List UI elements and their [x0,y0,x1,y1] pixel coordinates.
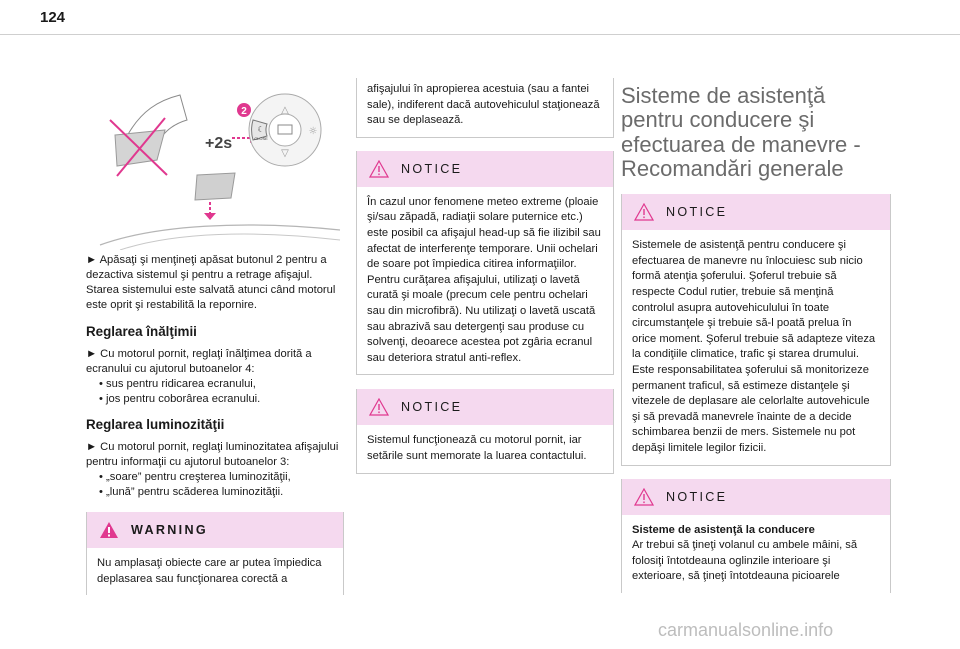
warning-continuation-text: afişajului în apropierea acestuia (sau a fantei sale), indiferent dacă autovehiculul staţionează sau se deplasează. [367,83,600,127]
notice-triangle-icon [369,160,389,178]
moon-icon: ☾ [257,125,265,134]
notice-header [357,151,613,187]
column-3 [621,84,891,593]
notice-triangle-icon [369,398,389,416]
notice-box [621,479,891,593]
list-item: • sus pentru ridicarea ecranului, [99,378,256,390]
column-1 [86,253,344,595]
list-item: • „lună” pentru scăderea luminozităţii. [99,486,284,498]
warning-box [86,512,344,595]
notice-label: NOTICE [666,205,728,220]
watermark: carmanualsonline.info [658,620,834,640]
notice-label: NOTICE [401,400,463,415]
hud-control-illustration [95,80,345,250]
section-title: Sisteme de asistenţă pentru conducere şi efectuarea de manevre - Recomandări generale [621,83,861,181]
notice-text: Ar trebui să ţineţi volanul cu ambele mâini, să folosiţi întotdeauna oglinzile interioare şi exterioare, să ţineţi întotdeauna picioarele [632,539,858,583]
hold-duration-label: +2s [205,135,233,152]
warning-continuation-box [356,78,614,138]
notice-triangle-icon [634,203,654,221]
warning-triangle-icon [99,521,119,539]
column-2 [356,78,614,474]
notice-label: NOTICE [401,161,463,176]
notice-text: În cazul unor fenomene meteo extreme (ploaie şi/sau zăpadă, radiaţii solare puternice etc.) este posibil ca afişajul head-up să fie ilizibil sau afectat de interferenţe temporare. Unii ochelari de soare pot împiedica citirea informaţiilor. Pentru curăţarea afişajului, utilizaţi o lavetă curată şi moale (precum cele pentru ochelari sau din microfibră). Nu utilizaţi o lavetă uscată sau abrazivă sau detergenţi sau produse cu solvenţi, deoarece acestea pot zgâria ecranul sau deteriora stratul anti-reflex. [367,195,601,364]
close-caption: CLOSE [254,136,268,141]
svg-text:☼: ☼ [308,126,318,137]
svg-text:▽: ▽ [281,148,289,159]
notice-subheading: Sisteme de asistenţă la conducere [632,523,815,536]
list-item: • jos pentru coborârea ecranului. [99,393,261,405]
svg-text:△: △ [281,105,289,116]
section-height-title: Reglarea înălţimii [86,324,197,339]
notice-box [621,194,891,465]
intro-paragraph: ► Apăsaţi şi menţineţi apăsat butonul 2 pentru a dezactiva sistemul şi pentru a retrage afişajul. Starea sistemului este salvată atunci când motorul este oprit şi restabilită la repornire. [86,254,336,311]
notice-box [356,389,614,473]
notice-header [622,194,890,230]
notice-text: Sistemul funcţionează cu motorul pornit, iar setările sunt memorate la luarea contactului. [367,434,587,462]
notice-header [357,389,613,425]
notice-triangle-icon [634,488,654,506]
warning-header [87,512,343,548]
brightness-intro: ► Cu motorul pornit, reglaţi luminozitatea afişajului pentru informaţii cu ajutorul butoanelor 3: [86,441,339,468]
warning-text: Nu amplasaţi obiecte care ar putea împiedica deplasarea sau funcţionarea corectă a [97,557,322,585]
notice-header [622,479,890,515]
list-item: • „soare” pentru creşterea luminozităţii, [99,471,291,483]
header-rule [0,34,960,35]
page-number: 124 [40,9,66,26]
height-intro: ► Cu motorul pornit, reglaţi înălţimea dorită a ecranului cu ajutorul butoanelor 4: [86,348,312,375]
section-brightness-title: Reglarea luminozităţii [86,417,225,432]
notice-text: Sistemele de asistenţă pentru conducere şi efectuarea de manevre nu înlocuiesc sub nicio formă atenţia şoferului. Şoferul trebuie să respecte Codul rutier, trebuie să menţină controlul asupra autovehiculului în toate circumstanţele şi trebuie să-l poată prelua în orice moment. Şoferul trebuie să adapteze viteza la condiţiile climatice, trafic şi starea drumului. Este responsabilitatea şoferului să monitorizeze permanent traficul, să estimeze distanţele şi vitezele de deplasare ale celorlalte autovehicule şi să prevadă manevrele înainte de a decide schimbarea benzii de mers. Sistemele nu pot depăşi limitele legilor fizicii. [632,239,876,454]
notice-box [356,151,614,376]
warning-label: WARNING [131,523,208,537]
notice-body [622,515,890,593]
notice-label: NOTICE [666,489,728,504]
svg-text:2: 2 [241,106,247,117]
